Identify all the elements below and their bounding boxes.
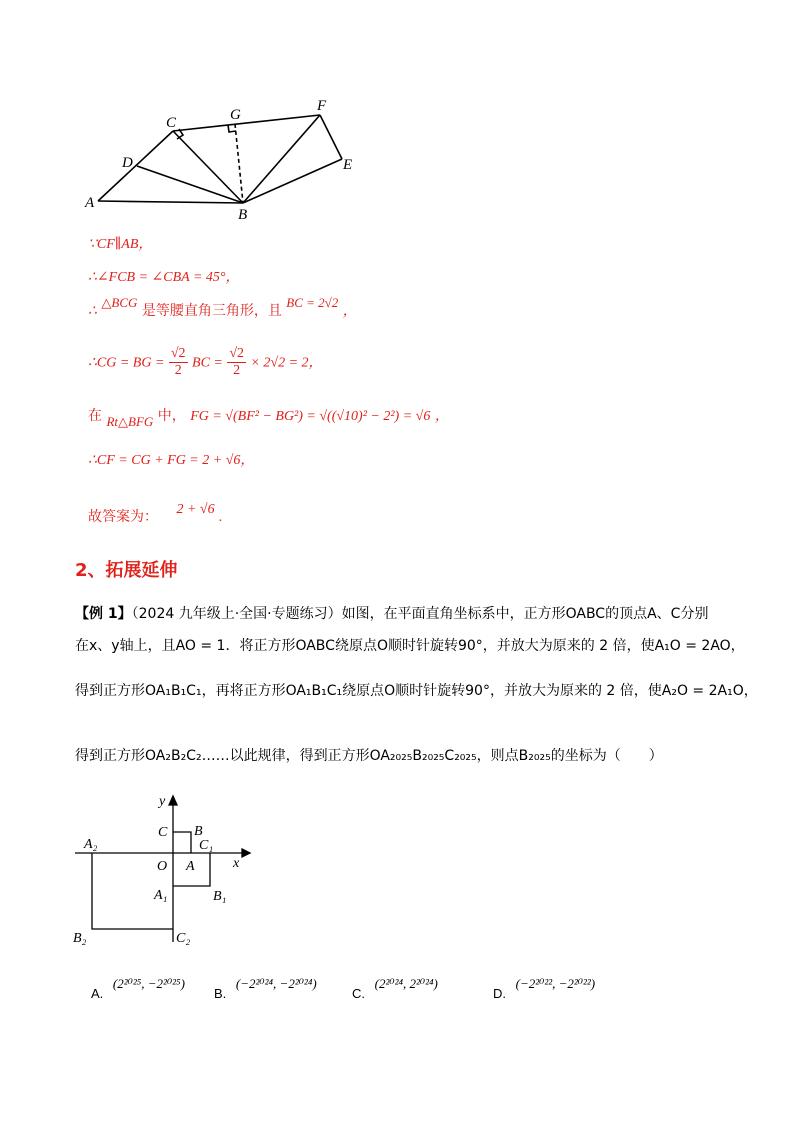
label-C2: C₂: [176, 931, 191, 946]
choice-a-value: (2²⁰²⁵, −2²⁰²⁵): [112, 976, 185, 991]
middle-text: 中，: [157, 408, 186, 424]
y-axis-arrow: [169, 796, 177, 805]
solution-line-5: [88, 405, 449, 429]
segment-AB: [98, 201, 243, 203]
fraction-sqrt2-over-2: [169, 346, 188, 379]
fraction-numerator: √2: [170, 346, 186, 361]
fraction-numerator: √2: [229, 346, 244, 361]
label-B1: B₁: [213, 889, 227, 904]
choice-c-value: (2²⁰²⁴, 2²⁰²⁴): [374, 976, 438, 991]
example-tag: 【例 1】: [75, 606, 132, 622]
solution-line-3: [88, 295, 357, 320]
segment-CB: [173, 131, 243, 203]
label-A: A: [186, 859, 195, 874]
solution-line-4: [88, 346, 323, 379]
square-OABC: [173, 832, 191, 853]
label-B: B: [238, 207, 248, 220]
solution-line-6: ∴CF = CG + FG = 2 + √6，: [88, 453, 255, 468]
therefore-symbol: ∴: [88, 304, 97, 319]
label-C: C: [166, 115, 177, 131]
label-G: G: [230, 107, 241, 123]
label-E: E: [343, 157, 353, 173]
choice-d[interactable]: [493, 976, 596, 1001]
choice-d-letter: D.: [493, 986, 506, 1001]
fraction-denominator: 2: [233, 363, 241, 378]
choice-c-letter: C.: [352, 986, 365, 1001]
example-line-4: 得到正方形OA₂B₂C₂……以此规律，得到正方形OA₂₀₂₅B₂₀₂₅C₂₀₂₅，则点B₂₀₂₅的坐标为（ ）: [75, 748, 663, 764]
choice-c[interactable]: [352, 976, 438, 1001]
segment-EB: [243, 159, 342, 203]
label-C1: C₁: [199, 838, 214, 853]
segment-AC: [98, 131, 173, 201]
segment-FE: [320, 115, 342, 159]
label-F: F: [317, 98, 327, 114]
choice-b[interactable]: [214, 976, 317, 1001]
cg-bg-equation: ∴CG = BG =: [88, 355, 165, 371]
label-x: x: [233, 856, 240, 871]
label-A1: A₁: [154, 888, 168, 903]
segment-GB-dashed: [235, 124, 243, 203]
comma: ，: [342, 304, 357, 319]
choice-b-value: (−2²⁰²⁴, −2²⁰²⁴): [235, 976, 317, 991]
solution-answer: [88, 502, 223, 526]
label-A: A: [85, 195, 95, 211]
solution-line-2: ∴∠FCB = ∠CBA = 45°，: [88, 270, 240, 285]
example-line-1: [75, 603, 708, 623]
label-y: y: [159, 794, 166, 809]
segment-FB: [243, 115, 320, 203]
segment-CF: [173, 115, 320, 131]
label-O: O: [157, 859, 168, 874]
choice-a-letter: A.: [91, 986, 104, 1001]
label-B2: B₂: [73, 931, 87, 946]
comma: ，: [434, 409, 449, 424]
label-B: B: [194, 824, 203, 839]
solution-line-1: ∵CF∥AB，: [88, 237, 153, 252]
geometry-figure: [80, 95, 380, 220]
choice-d-value: (−2²⁰²², −2²⁰²²): [515, 976, 596, 991]
in-text: 在: [88, 408, 102, 424]
choice-b-letter: B.: [214, 986, 227, 1001]
example-line-3: 得到正方形OA₁B₁C₁，再将正方形OA₁B₁C₁绕原点O顺时针旋转90°，并放大为原来的 2 倍，使A₂O = 2A₁O，: [75, 683, 758, 699]
bc-value: BC = 2√2: [286, 295, 339, 310]
example-text-1: （2024 九年级上·全国·专题练习）如图，在平面直角坐标系中，正方形OABC的顶点A、C分别: [131, 606, 709, 622]
product-result: × 2√2 = 2，: [250, 355, 323, 371]
label-D: D: [122, 155, 133, 171]
coordinate-figure: [70, 790, 260, 950]
segment-DB: [137, 166, 243, 203]
x-axis-arrow: [242, 849, 250, 857]
right-triangle-bfg: Rt△BFG: [106, 414, 154, 429]
section-title: 2、拓展延伸: [75, 560, 178, 581]
triangle-bcg: △BCG: [101, 295, 138, 310]
answer-value: 2 + √6: [176, 502, 215, 517]
label-A2: A₂: [84, 837, 98, 852]
period: .: [219, 510, 223, 525]
isosceles-text: 是等腰直角三角形，且: [141, 303, 282, 319]
example-line-2: 在x、y轴上，且AO = 1．将正方形OABC绕原点O顺时针旋转90°，并放大为原来的 2 倍，使A₁O = 2AO，: [75, 638, 745, 654]
fraction-sqrt2-over-2-second: [227, 346, 246, 379]
fraction-denominator: 2: [174, 363, 182, 378]
label-C: C: [158, 825, 168, 840]
fg-equation: FG = √(BF² − BG²) = √((√10)² − 2²) = √6: [190, 409, 431, 424]
choice-a[interactable]: [91, 976, 185, 1001]
answer-label: 故答案为：: [88, 509, 158, 525]
bc-equals: BC =: [192, 355, 223, 371]
